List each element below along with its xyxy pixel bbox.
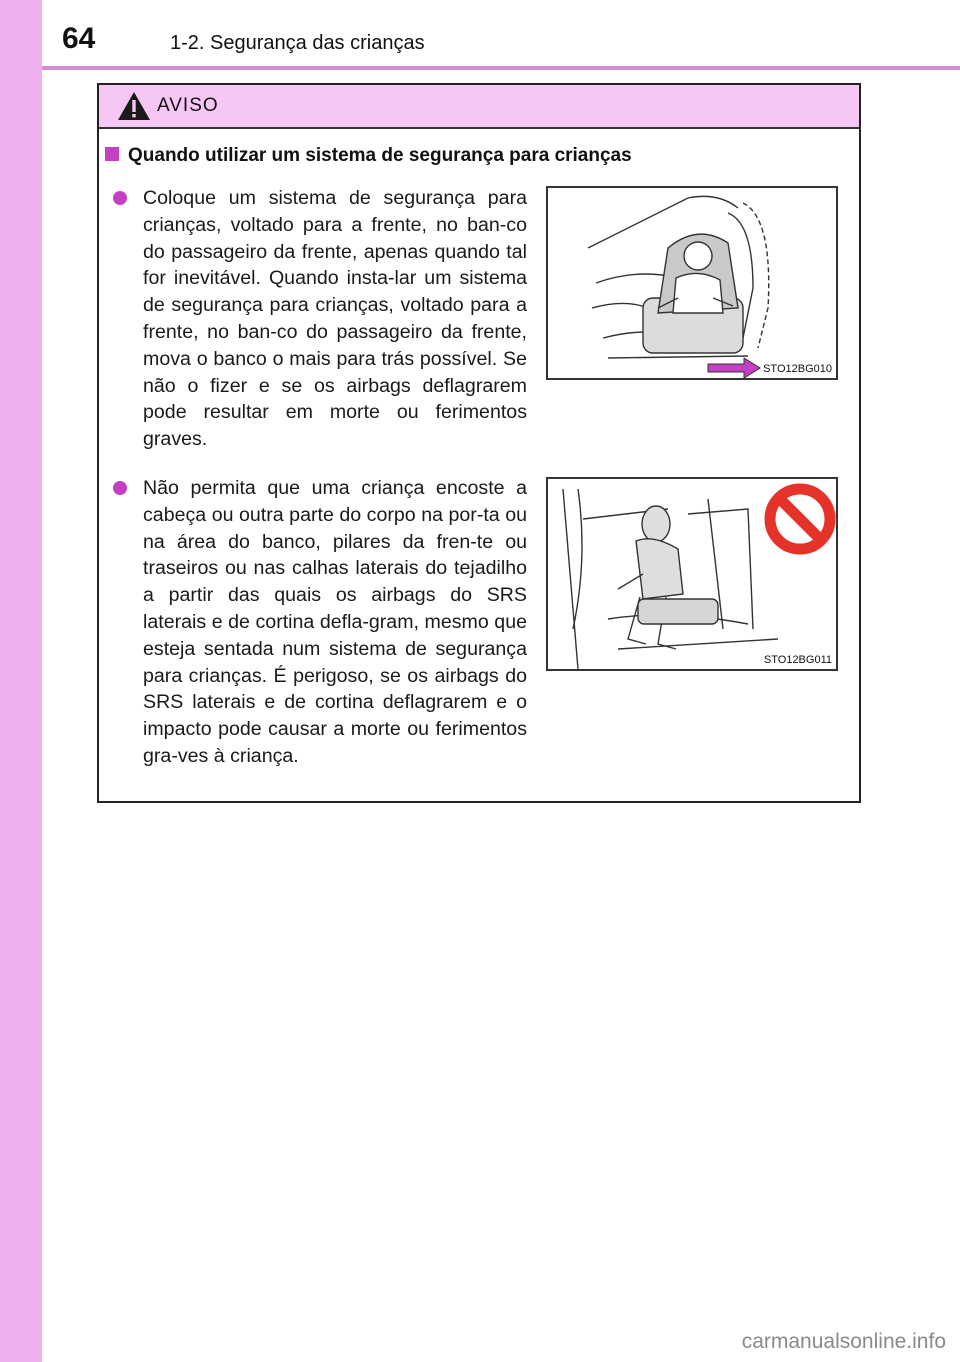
figure-code: STO12BG011 <box>763 654 832 666</box>
circle-bullet-icon <box>113 481 127 495</box>
warning-item-text: Coloque um sistema de segurança para crianças, voltado para a frente, no ban-co do passageiro da frente, apenas quando tal for inevitável. Quando insta-lar um sistema de segurança para crianças, voltado para a frente, no ban-co do passageiro da frente, mova o banco o mais para trás possível. Se não o fizer e se os airbags deflagrarem pode resultar em morte ou ferimentos graves. <box>143 187 527 451</box>
page-number: 64 <box>62 22 96 55</box>
figure-child-leaning <box>546 477 838 671</box>
child-leaning-illustration <box>548 479 838 671</box>
warning-topic-text: Quando utilizar um sistema de segurança para crianças <box>128 145 632 166</box>
figure-child-seat <box>546 186 838 380</box>
warning-box <box>97 83 861 803</box>
child-seat-arrow-illustration <box>548 188 838 380</box>
warning-label: AVISO <box>157 95 219 116</box>
square-bullet-icon <box>105 147 119 161</box>
warning-header <box>99 85 859 129</box>
page-header <box>42 0 960 70</box>
warning-item <box>113 475 527 770</box>
warning-item-text: Não permita que uma criança encoste a cabeça ou outra parte do corpo na por-ta ou na área do banco, pilares da fren-te ou traseiros ou nas calhas laterais do tejadilho a partir das quais os airbags do SRS laterais e de cortina defla-gram, mesmo que esteja sentada num sistema de segurança para crianças. É perigoso, se os airbags do SRS laterais e de cortina deflagrarem e o impacto pode causar a morte ou ferimentos gra-ves à criança. <box>143 477 527 767</box>
warning-item <box>113 185 527 453</box>
warning-triangle-icon <box>117 91 151 121</box>
circle-bullet-icon <box>113 191 127 205</box>
section-title: 1-2. Segurança das crianças <box>170 32 425 54</box>
watermark: carmanualsonline.info <box>741 1330 946 1353</box>
warning-topic <box>105 145 632 167</box>
figure-code: STO12BG010 <box>763 363 832 375</box>
side-tab-bar <box>0 0 42 1362</box>
